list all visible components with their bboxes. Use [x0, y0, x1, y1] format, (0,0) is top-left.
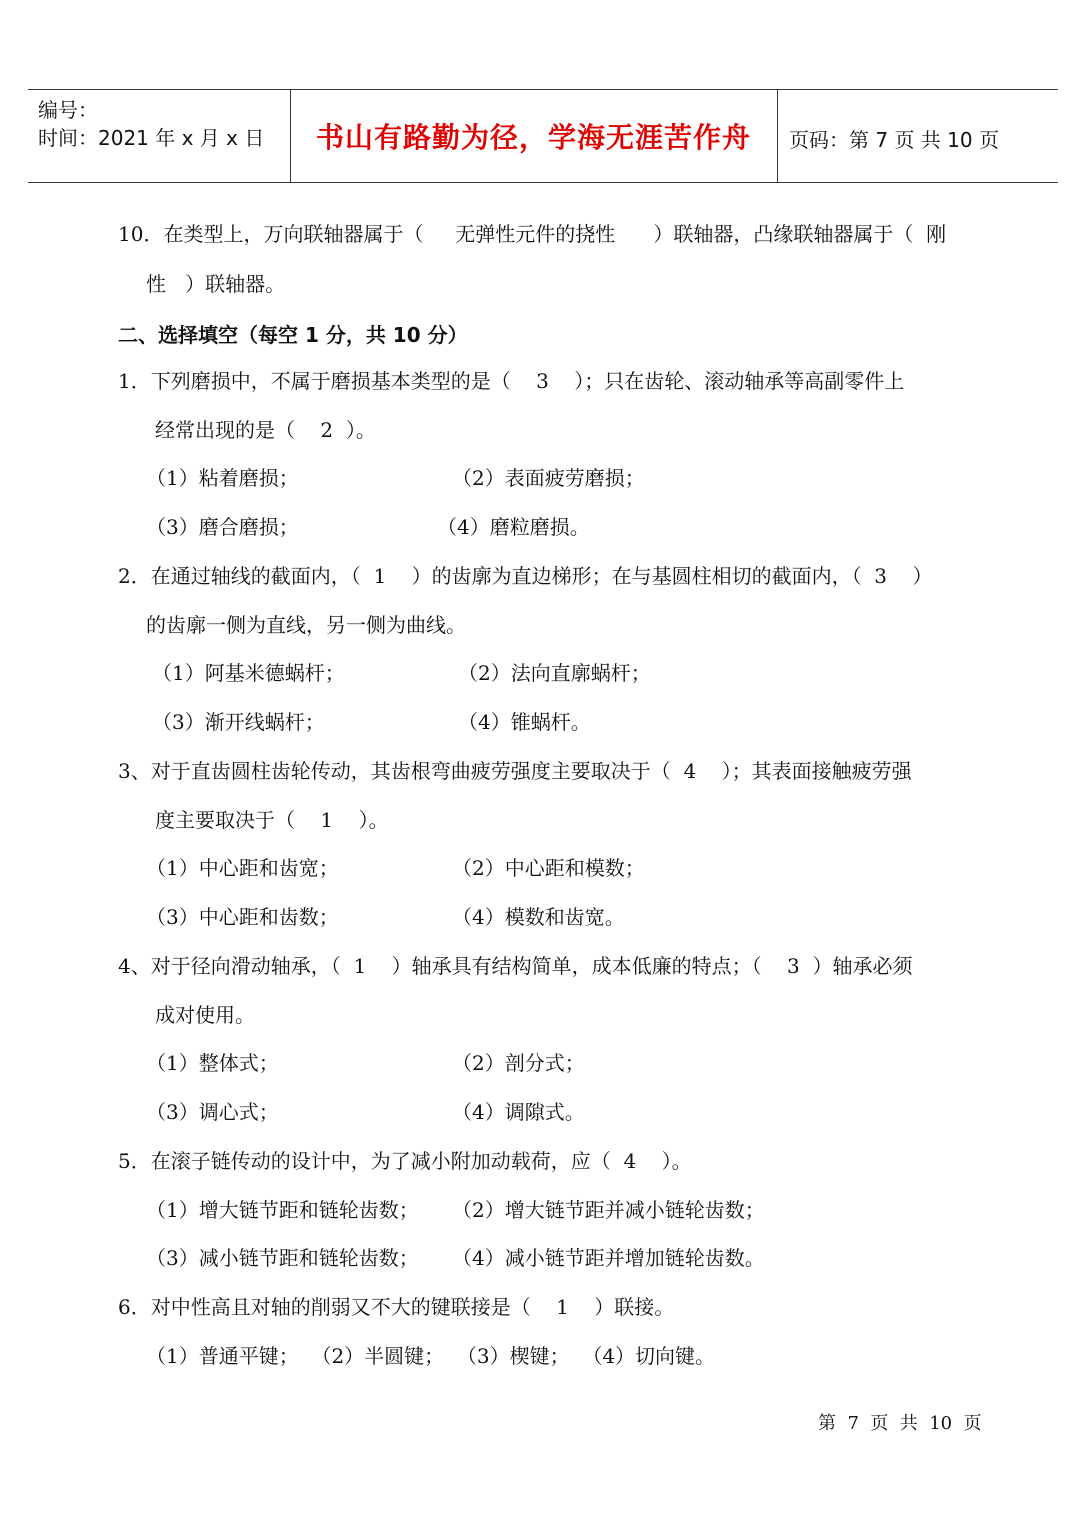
- q2-line2: 的齿廓一侧为直线，另一侧为曲线。: [146, 613, 466, 637]
- q4-option-2: （2）剖分式；: [452, 1051, 585, 1075]
- section-title: 二、选择填空（每空 1 分，共 10 分）: [118, 323, 468, 347]
- q5-option-1: （1）增大链节距和链轮齿数；: [146, 1198, 419, 1222]
- document-number-label: 编号：: [38, 98, 98, 122]
- q1-line1: 1．下列磨损中，不属于磨损基本类型的是（ 3 ）；只在齿轮、滚动轴承等高副零件上: [118, 369, 905, 393]
- header-motto: 书山有路勤为径，学海无涯苦作舟: [315, 121, 751, 154]
- q2-option-3: （3）渐开线蜗杆；: [152, 710, 325, 734]
- q4-option-1: （1）整体式；: [146, 1051, 279, 1075]
- header-page-cell: [777, 90, 1058, 182]
- q5-line1: 5．在滚子链传动的设计中，为了减小附加动载荷，应（ 4 ）。: [118, 1149, 692, 1173]
- q2-option-1: （1）阿基米德蜗杆；: [152, 661, 345, 685]
- header-left-cell: [28, 90, 291, 182]
- q1-option-3: （3）磨合磨损；: [146, 515, 299, 539]
- page-header: [28, 89, 1058, 183]
- header-page-info: 页码：第 7 页 共 10 页: [789, 128, 999, 152]
- q3-line1: 3、对于直齿圆柱齿轮传动，其齿根弯曲疲劳强度主要取决于（ 4 ）；其表面接触疲劳强: [118, 759, 912, 783]
- q3-option-2: （2）中心距和模数；: [452, 856, 645, 880]
- q1-option-1: （1）粘着磨损；: [146, 466, 299, 490]
- q10-line2: 性 ）联轴器。: [146, 272, 286, 296]
- page-footer: 第 7 页 共 10 页: [818, 1413, 982, 1434]
- q5-option-2: （2）增大链节距并减小链轮齿数；: [452, 1198, 765, 1222]
- q5-option-4: （4）减小链节距并增加链轮齿数。: [452, 1246, 765, 1270]
- q2-line1: 2．在通过轴线的截面内，（ 1 ）的齿廓为直边梯形；在与基圆柱相切的截面内，（ 3 ）: [118, 564, 933, 588]
- q6-options: （1）普通平键； （2）半圆键； （3）楔键； （4）切向键。: [146, 1344, 716, 1368]
- q3-option-4: （4）模数和齿宽。: [452, 905, 625, 929]
- q4-line1: 4、对于径向滑动轴承，（ 1 ）轴承具有结构简单，成本低廉的特点；（ 3 ）轴承必须: [118, 954, 913, 978]
- q1-option-2: （2）表面疲劳磨损；: [452, 466, 645, 490]
- header-motto-cell: [290, 90, 778, 182]
- q3-option-3: （3）中心距和齿数；: [146, 905, 339, 929]
- q5-option-3: （3）减小链节距和链轮齿数；: [146, 1246, 419, 1270]
- q4-option-4: （4）调隙式。: [452, 1100, 585, 1124]
- q2-option-2: （2）法向直廓蜗杆；: [458, 661, 651, 685]
- q1-line2: 经常出现的是（ 2 ）。: [155, 418, 376, 442]
- q3-line2: 度主要取决于（ 1 ）。: [155, 808, 389, 832]
- q4-line2: 成对使用。: [155, 1003, 255, 1027]
- q6-line1: 6．对中性高且对轴的削弱又不大的键联接是（ 1 ）联接。: [118, 1295, 675, 1319]
- q2-option-4: （4）锥蜗杆。: [458, 710, 591, 734]
- q4-option-3: （3）调心式；: [146, 1100, 279, 1124]
- document-time-label: 时间：2021 年 x 月 x 日: [38, 126, 265, 150]
- q1-option-4: （4）磨粒磨损。: [437, 515, 590, 539]
- q10-line1: 10．在类型上，万向联轴器属于（ 无弹性元件的挠性 ）联轴器，凸缘联轴器属于（ 刚: [118, 222, 947, 246]
- q3-option-1: （1）中心距和齿宽；: [146, 856, 339, 880]
